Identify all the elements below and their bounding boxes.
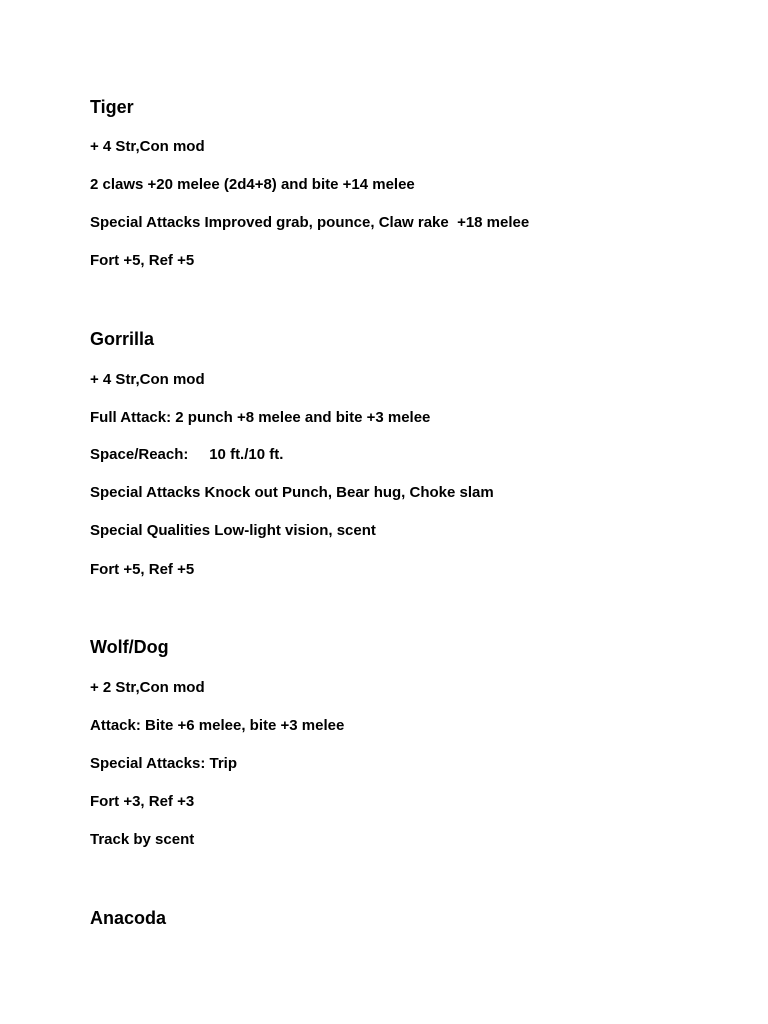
- section-heading-wolf-dog: Wolf/Dog: [90, 637, 169, 657]
- section-heading-anacoda: Anacoda: [90, 908, 167, 928]
- gorrilla-stat-line: Special Qualities Low-light vision, scent: [90, 522, 376, 539]
- gorrilla-stat-line: + 4 Str,Con mod: [90, 371, 205, 388]
- gorrilla-stat-line: Space/Reach: 10 ft./10 ft.: [90, 446, 284, 463]
- gorrilla-stat-line: Fort +5, Ref +5: [90, 561, 195, 578]
- section-heading-gorrilla: Gorrilla: [90, 329, 155, 349]
- wolf-dog-stat-line: + 2 Str,Con mod: [90, 679, 205, 696]
- section-heading-tiger: Tiger: [90, 97, 134, 117]
- tiger-stat-line: 2 claws +20 melee (2d4+8) and bite +14 melee: [90, 176, 415, 193]
- wolf-dog-stat-line: Attack: Bite +6 melee, bite +3 melee: [90, 717, 345, 734]
- tiger-stat-line: + 4 Str,Con mod: [90, 138, 205, 155]
- gorrilla-stat-line: Full Attack: 2 punch +8 melee and bite +3 melee: [90, 409, 431, 426]
- wolf-dog-stat-line: Track by scent: [90, 831, 195, 848]
- wolf-dog-stat-line: Special Attacks: Trip: [90, 755, 237, 772]
- gorrilla-stat-line: Special Attacks Knock out Punch, Bear hug, Choke slam: [90, 484, 494, 501]
- tiger-stat-line: Special Attacks Improved grab, pounce, Claw rake +18 melee: [90, 214, 530, 231]
- wolf-dog-stat-line: Fort +3, Ref +3: [90, 793, 195, 810]
- tiger-stat-line: Fort +5, Ref +5: [90, 252, 195, 269]
